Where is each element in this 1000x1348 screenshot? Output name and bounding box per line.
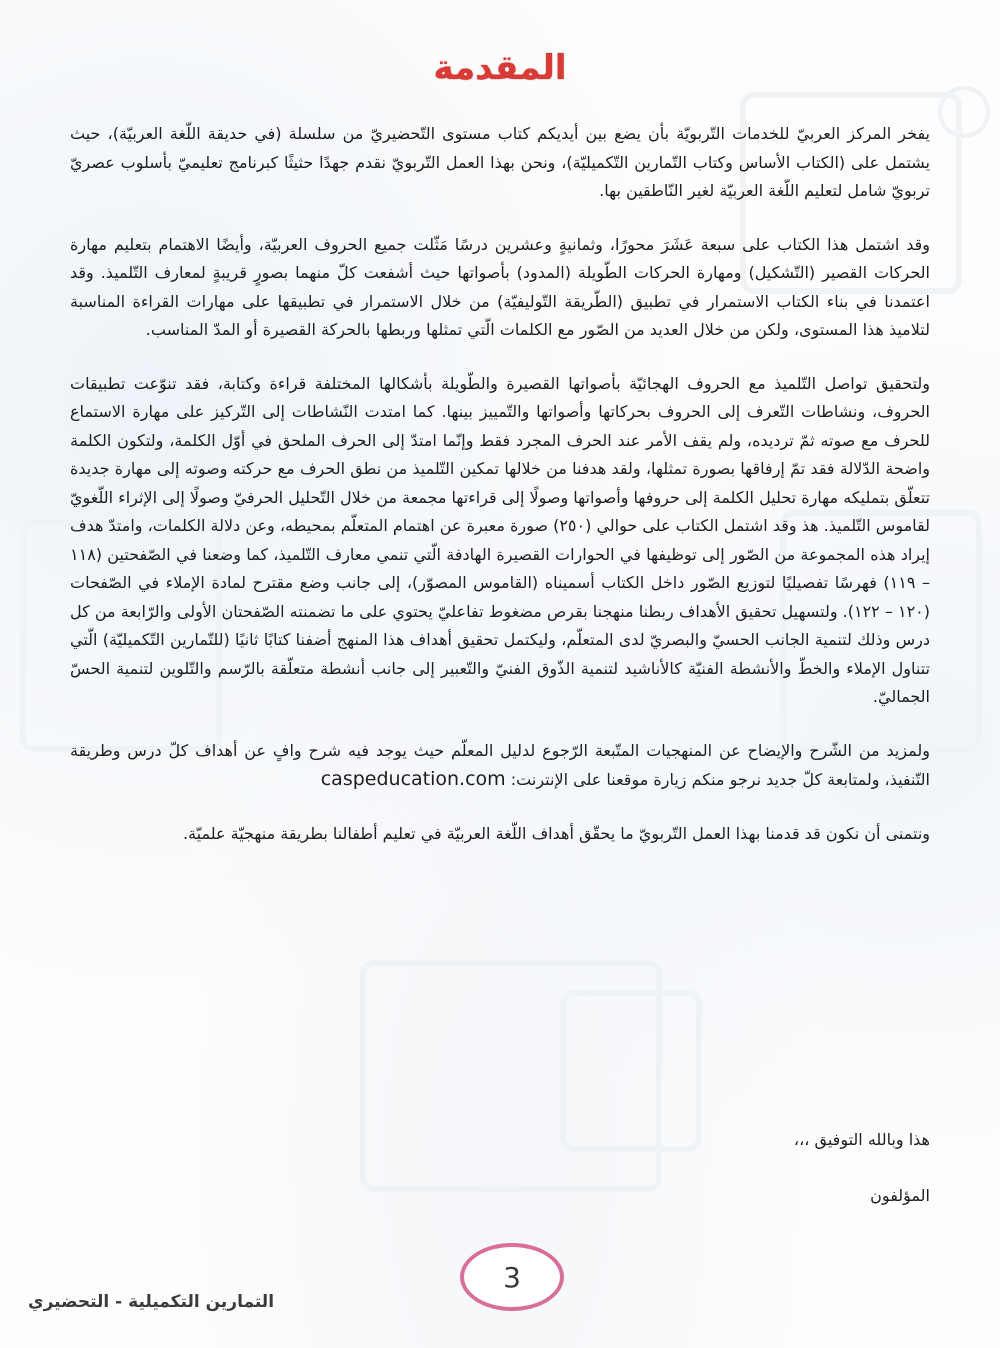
- paragraph: ونتمنى أن نكون قد قدمنا بهذا العمل التّربويّ ما يحقّق أهداف اللّغة العربيّة في تعليم أطفالنا بطريقة منهجيّة علميّة.: [182, 823, 930, 843]
- paragraph-text: ولمزيد من الشّرح والإيضاح عن المنهجيات المتّبعة الرّجوع لدليل المعلّم حيث يوجد فيه شرح وافٍ عن أهداف كلّ درس وطريقة التّنفيذ، ولمتابعة كلّ جديد نرجو منكم زيارة موقعنا على الإنترنت:: [70, 740, 930, 789]
- paragraph: وقد اشتمل هذا الكتاب على سبعة عَشَرَ محورًا، وثمانيةٍ وعشرين درسًا مَثّلت جميع الحروف العربيّة، وأيضًا الاهتمام بتعليم مهارة الحركات القصير (التّشكيل) ومهارة الحركات الطّويلة (المدود) بأصواتها حيث أشفعت كلّ منهما بصورٍ قريبةٍ لمعارف التّلميذ. وقد اعتمدنا في بناء الكتاب الاستمرار في تطبيق (الطّريقة التّوليفيّة) من خلال الاستمرار في تطبيقها على مهارات القراءة المناسبة لتلاميذ هذا المستوى، ولكن من خلال العديد من الصّور مع الكلمات الّتي تمثلها وربطها بالحركة القصيرة أو المدّ المناسب.: [70, 234, 930, 339]
- page-number: [460, 1243, 564, 1311]
- closing-line: هذا وبالله التوفيق ،،،: [793, 1130, 930, 1149]
- paragraph: ولتحقيق تواصل التّلميذ مع الحروف الهجائيّة بأصواتها القصيرة والطّويلة بأشكالها المختلفة قراءة وكتابة، فقد تنوّعت تطبيقات الحروف، ونشاطات التّعرف إلى الحروف بحركاتها وأصواتها والتّمييز بينها. كما امتدت النّشاطات إلى التّركيز على مهارة الاستماع للحرف مع صوته ثمّ ترديده، ولم يقف الأمر عند الحرف المجرد فقط وإنّما امتدّ إلى الحرف الملحق في أوّل الكلمة، ولتكون الكلمة واضحة الدّلالة فقد تمّ إرفاقها بصورة تمثلها، ولقد هدفنا من خلالها تمكين التّلميذ من نطق الحرف مع حركته وصوته إلى مهارة جديدة تتعلّق بتمليكه مهارة تحليل الكلمة إلى حروفها وأصواتها وصولًا إلى قراءتها مجمعة من خلال التّحليل الحرفيّ وصولًا إلى الإثراء اللّغويّ لقاموس التّلميذ. هذ وقد اشتمل الكتاب على حوالي (٢٥٠) صورة معبرة عن اهتمام المتعلّم بمحيطه، وعن دلالة الكلمات، وامتدّ هدف إيراد هذه المجموعة من الصّور إلى توظيفها في الحوارات القصيرة الهادفة الّتي تنمي معارف التّلميذ، كما وضعنا في الصّفحتين (١١٨ – ١١٩) فهرسًا تفصيليًا لتوزيع الصّور داخل الكتاب أسميناه (القاموس المصوّر)، إلى جانب وضع مقترح لمادة الإملاء في الصّفحات (١٢٠ – ١٢٢). ولتسهيل تحقيق الأهداف ربطنا منهجنا بقرص مضغوط تفاعليّ يحتوي على ما تضمنته الصّفحتان الأولى والرّابعة من كل درس وذلك لتنمية الجانب الحسيّ والبصريّ لدى المتعلّم، وليكتمل تحقيق أهداف هذا المنهج أضفنا كتابًا ثانيًا (للتّمارين التّكميليّة) الّتي تتناول الإملاء والخطّ والأنشطة الفنيّة كالأناشيد لتنمية الذّوق الفنيّ والتّعبير إلى جانب أنشطة متعلّقة بالرّسم والتّلوين لتنمية الحسّ الجماليّ.: [70, 373, 931, 706]
- background-decoration: [560, 990, 702, 1152]
- website-link[interactable]: caspeducation.com: [320, 768, 506, 790]
- introduction-body: [70, 120, 930, 873]
- footer-book-title: التمارين التكميلية - التحضيري: [28, 1292, 275, 1312]
- page-title: المقدمة: [433, 48, 567, 88]
- authors-signature: المؤلفون: [870, 1186, 930, 1205]
- paragraph: [70, 737, 930, 795]
- paragraph: يفخر المركز العربيّ للخدمات التّربويّة بأن يضع بين أيديكم كتاب مستوى التّحضيريّ من سلسلة (في حديقة اللّغة العربيّة)، حيث يشتمل على (الكتاب الأساس وكتاب التّمارين التّكميليّة)، ونحن بهذا العمل التّربويّ نقدم جهدًا حثيثًا كبرنامج تعليميّ بأسلوب عصريّ تربويّ شامل لتعليم اللّغة العربيّة لغير النّاطقين بها.: [70, 124, 930, 200]
- page-number-text: 3: [503, 1260, 521, 1294]
